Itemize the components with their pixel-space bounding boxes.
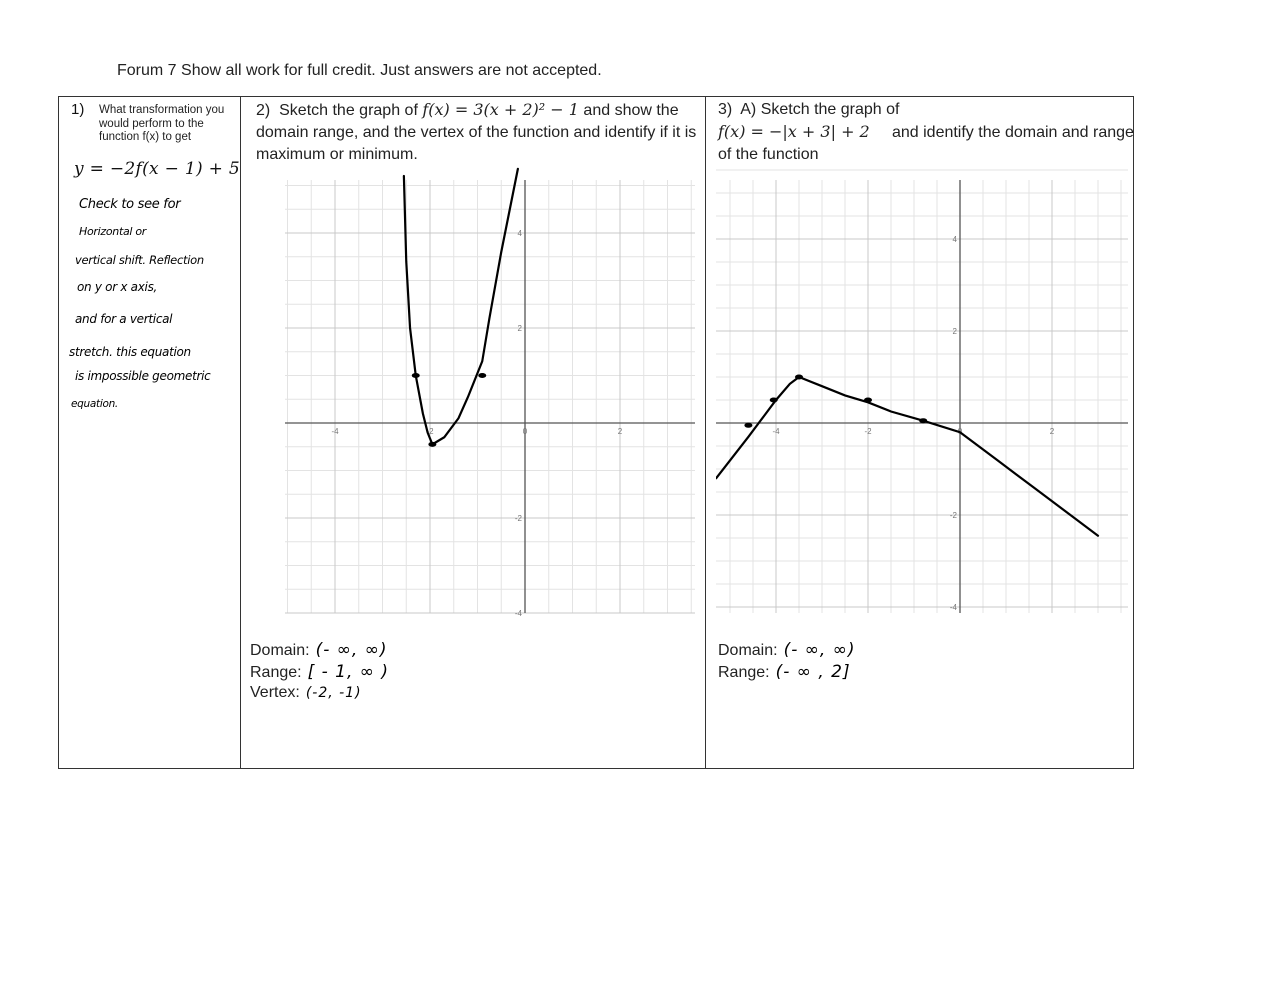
question-1-prompt: What transformation you would perform to the function f(x) to get bbox=[99, 104, 225, 143]
y-tick-label: -2 bbox=[949, 511, 957, 520]
plotted-point bbox=[478, 373, 486, 378]
plotted-point bbox=[919, 418, 927, 423]
y-tick-label: 4 bbox=[517, 229, 522, 238]
question-1-number: 1) bbox=[71, 101, 85, 118]
handwritten-line: vertical shift. Reflection bbox=[75, 253, 204, 267]
range-answer: [ - 1, ∞ ) bbox=[307, 662, 389, 682]
question-3-graph bbox=[716, 165, 1128, 625]
handwritten-line: and for a vertical bbox=[75, 312, 173, 326]
x-tick-label: -2 bbox=[864, 427, 872, 436]
domain-row bbox=[718, 640, 856, 660]
y-tick-label: -2 bbox=[514, 514, 522, 523]
question-3-part: A) bbox=[740, 101, 757, 118]
plotted-point bbox=[412, 373, 420, 378]
range-row bbox=[250, 662, 389, 682]
domain-label: Domain: bbox=[718, 642, 778, 659]
column-divider bbox=[705, 97, 706, 768]
handwritten-line: equation. bbox=[71, 398, 118, 410]
plotted-point bbox=[864, 398, 872, 403]
question-2-graph bbox=[285, 165, 695, 625]
question-2-number: 2) bbox=[256, 102, 271, 119]
x-tick-label: -4 bbox=[331, 427, 339, 436]
plotted-point bbox=[428, 442, 436, 447]
vertex-row bbox=[250, 684, 362, 702]
handwritten-line: Check to see for bbox=[79, 197, 181, 212]
question-1-equation: y = −2f(x − 1) + 5 bbox=[74, 159, 240, 179]
range-label: Range: bbox=[250, 664, 302, 681]
handwritten-line: Horizontal or bbox=[79, 225, 147, 238]
y-tick-label: 2 bbox=[952, 327, 957, 336]
question-2-prompt bbox=[256, 99, 716, 166]
y-tick-label: 2 bbox=[517, 324, 522, 333]
y-tick-label: -4 bbox=[514, 609, 522, 618]
question-3-function: f(x) = −|x + 3| + 2 bbox=[718, 122, 870, 141]
range-answer: (- ∞ , 2] bbox=[775, 662, 851, 682]
question-3-prompt-start: Sketch the graph of bbox=[760, 101, 900, 118]
vertex-answer: (-2, -1) bbox=[305, 685, 362, 701]
plotted-point bbox=[795, 375, 803, 380]
column-divider bbox=[240, 97, 241, 768]
x-tick-label: -4 bbox=[772, 427, 780, 436]
question-2-function: f(x) = 3(x + 2)² − 1 bbox=[422, 100, 579, 119]
x-tick-label: 0 bbox=[522, 427, 528, 436]
y-tick-label: -4 bbox=[949, 603, 957, 612]
x-tick-label: 2 bbox=[617, 427, 623, 436]
handwritten-line: stretch. this equation bbox=[69, 345, 191, 359]
x-tick-label: 2 bbox=[1049, 427, 1055, 436]
question-3-prompt bbox=[718, 99, 1138, 166]
handwritten-line: is impossible geometric bbox=[75, 369, 211, 383]
question-3-prompt-end: and identify the domain and range of the function bbox=[718, 124, 1134, 163]
range-row bbox=[718, 662, 851, 682]
domain-answer: (- ∞, ∞) bbox=[315, 640, 388, 660]
range-label: Range: bbox=[718, 664, 770, 681]
domain-label: Domain: bbox=[250, 642, 310, 659]
domain-row bbox=[250, 640, 388, 660]
question-2-prompt-end: and show the domain range, and the vertex of the function and identify if it is maximum or minimum. bbox=[256, 102, 697, 163]
x-tick-label: -2 bbox=[426, 427, 434, 436]
handwritten-line: on y or x axis, bbox=[77, 280, 158, 294]
question-2-prompt-start: Sketch the graph of bbox=[279, 102, 418, 119]
x-tick-label: 0 bbox=[957, 427, 963, 436]
plotted-point bbox=[744, 423, 752, 428]
page-header: Forum 7 Show all work for full credit. Just answers are not accepted. bbox=[117, 62, 602, 79]
y-tick-label: 4 bbox=[952, 235, 957, 244]
plotted-point bbox=[770, 398, 778, 403]
domain-answer: (- ∞, ∞) bbox=[783, 640, 856, 660]
question-3-number: 3) bbox=[718, 101, 733, 118]
vertex-label: Vertex: bbox=[250, 684, 300, 701]
